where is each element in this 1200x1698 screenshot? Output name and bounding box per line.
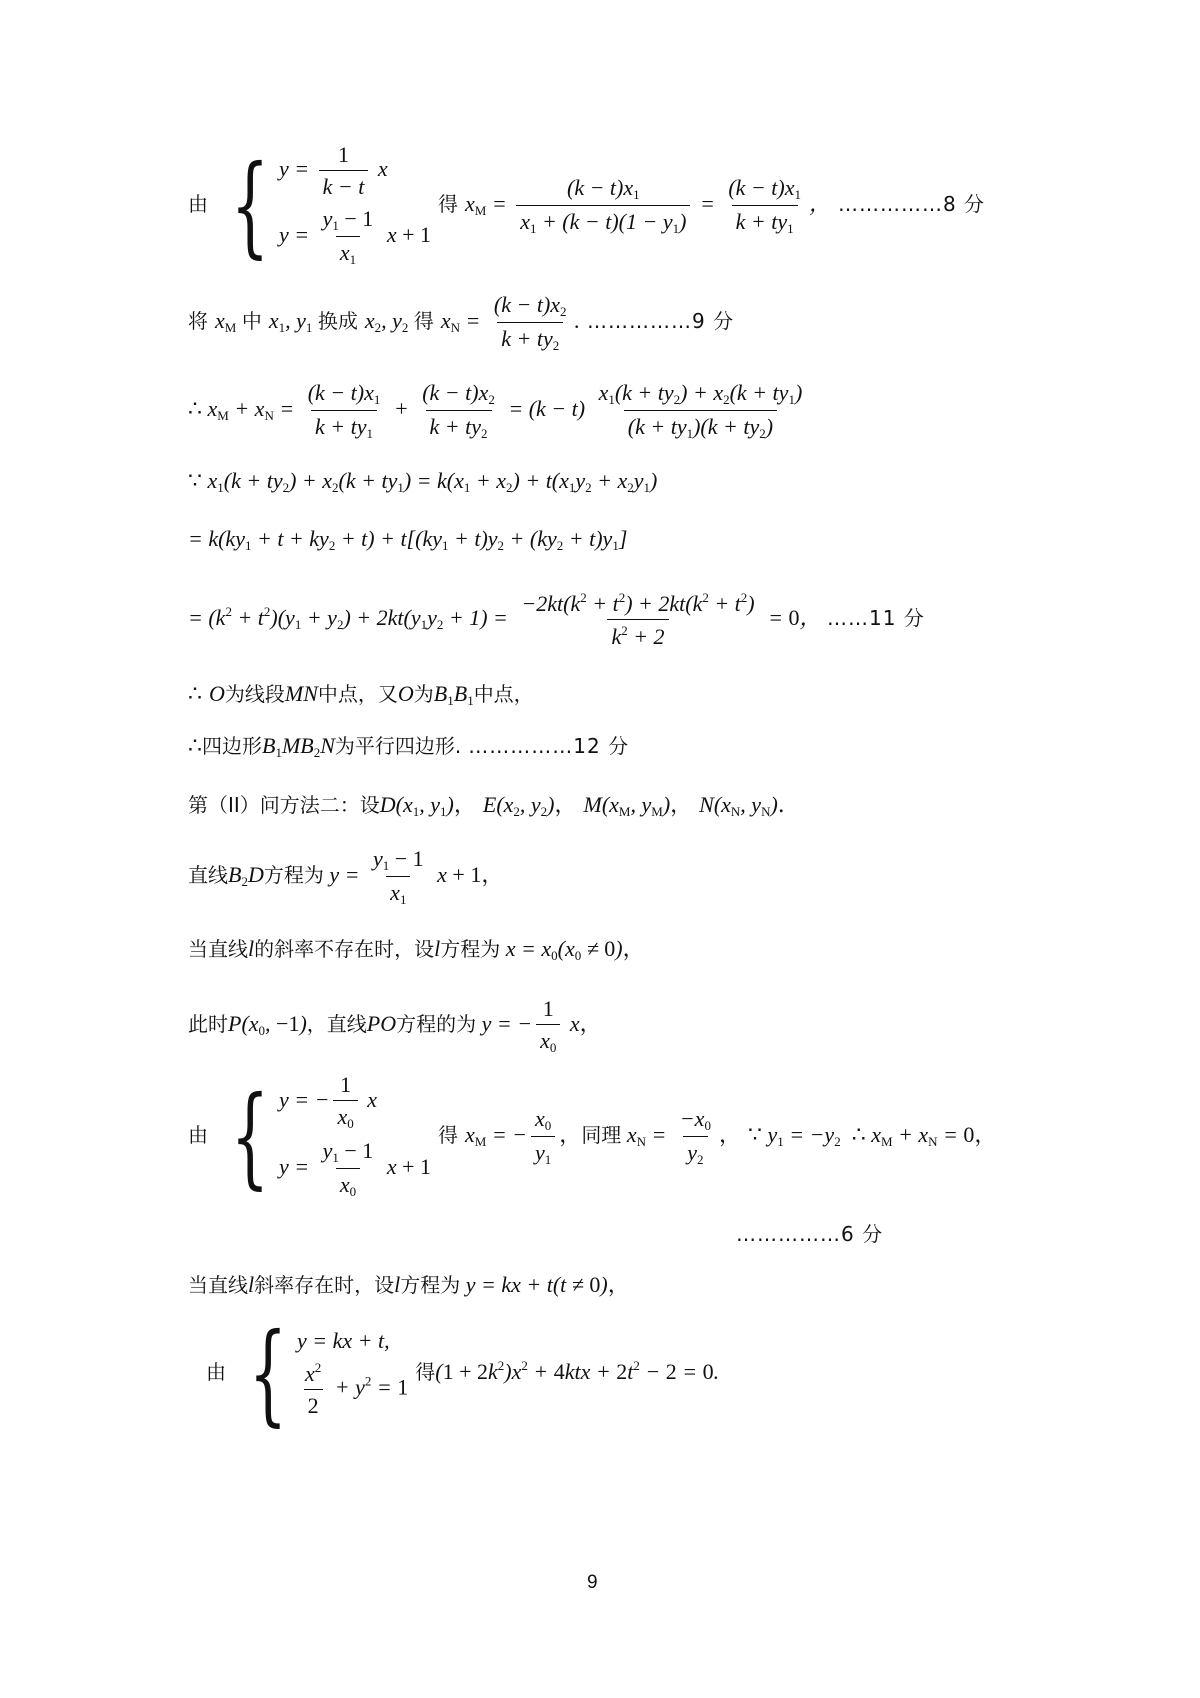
- left-brace: {: [230, 141, 270, 269]
- score-6-line: [736, 1218, 883, 1247]
- zhong-label: 中: [241, 309, 262, 334]
- jiang-label: 将: [188, 309, 208, 334]
- slope-exists-line: 当直线l斜率存在时，设l方程为 y = kx + t(t ≠ 0)，: [188, 1272, 630, 1298]
- equation-system-x0: 由 { y = − $\frac{1}{x_0}$ x y = $\frac{y_1 - 1}{x_0}$ x + 1 得 $x_M$ = − $\frac{x_0}{y_1}$ ，同理 $x_N$ = $\frac{-x_0}{y_2}$ ， ∵ $y_1 = -y_2$ ∴ $x_M + x_N = 0$，: [188, 1072, 997, 1200]
- you-label: 由: [188, 192, 208, 216]
- equation-system-ellipse: 由 { y = kx + t, $\frac{x^2}{2}$ + $y^2 = 1$ 得$(1 + 2k^2)x^2 + 4ktx + 2t^2 - 2 = 0$.: [206, 1309, 720, 1437]
- point-p-line: 此时$P(x_0$, −1)，直线PO方程的为 y = − $\frac{1}{x_0}$ x，: [188, 996, 602, 1055]
- huancheng-label: 换成: [317, 309, 358, 334]
- parallelogram-line: ∴四边形$B_1MB_2N$为平行四边形. ……………12 分: [188, 733, 630, 760]
- score-12: ……………12 分: [468, 734, 630, 758]
- score-9: ……………9 分: [587, 309, 735, 334]
- because-line: ∵ $x_1(k + ty_2) + x_2(k + ty_1) = k(x_1 + x_2) + t(x_1y_2 + x_2y_1)$: [188, 468, 658, 495]
- score-6: ……………6 分: [736, 1222, 884, 1246]
- midpoint-line: ∴ O为线段MN中点，又O为$B_1B_1$中点，: [188, 681, 534, 708]
- xm-plus-xn-line: ∴ $x_M + x_N$ = $\frac{(k - t)x_1}{k + ty_1}$ + $\frac{(k - t)x_2}{k + ty_2}$ = (k − t) $\frac{x_1(k + ty_2) + x_2(k + ty_1)}{(k + ty_1)(k + ty_2)}$: [188, 380, 803, 441]
- method-two-line: 第（II）问方法二：设$D(x_1$, $y_1$)， $E(x_2$, $y_2$)， $M(x_M$, $y_M$)， $N(x_N$, $y_N$).: [188, 792, 785, 819]
- score-8: ……………8 分: [837, 192, 986, 216]
- de-label: 得: [438, 192, 458, 216]
- equation-system-xm: 由 { y = $\frac{1}{k - t}$ x y = $\frac{y_1 - 1}{x_1}$ x + 1 得 $x_M$ = $\frac{(k - t)x_1}{x_1 + (k - t)(1 - y_1)}$ = $\frac{(k - t)x_1}{k + ty_1}$ ， ……………8 分: [188, 141, 986, 269]
- xn-line: 将 $x_M$ 中 $x_1$, $y_1$ 换成 $x_2$, $y_2$ 得 $x_N$ = $\frac{(k - t)x_2}{k + ty_2}$ . ……………9 分: [188, 292, 735, 353]
- de-label-2: 得: [413, 309, 434, 334]
- expand-line: = $k(ky_1 + t + ky_2 + t) + t[(ky_1 + t)y_2 + (ky_2 + t)y_1]$: [188, 526, 628, 553]
- no-slope-line: 当直线l的斜率不存在时，设l方程为 $x = x_0(x_0 \ne 0)$，: [188, 936, 645, 963]
- line-b2d: 直线$B_2D$方程为 y = $\frac{y_1 - 1}{x_1}$ x + 1，: [188, 846, 504, 907]
- zero-result-line: = $(k^2 + t^2)(y_1 + y_2) + 2kt(y_1y_2 + 1)$ = $\frac{-2kt(k^2 + t^2) + 2kt(k^2 + t^2)}{k^2 + 2}$ = 0， ……11 分: [188, 590, 925, 649]
- page-number: 9: [587, 1572, 598, 1593]
- score-11: ……11 分: [827, 606, 925, 631]
